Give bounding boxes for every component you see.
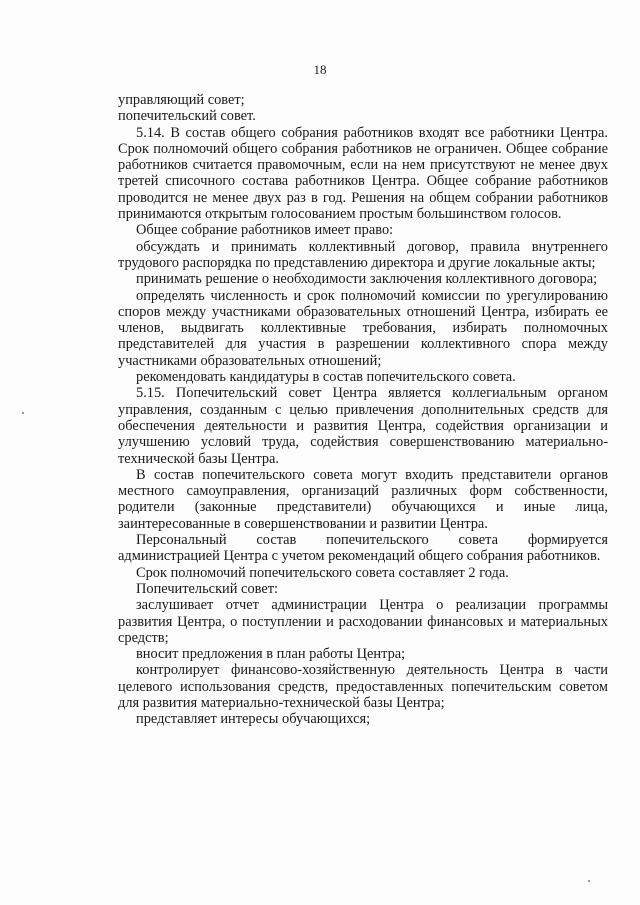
paragraph: рекомендовать кандидатуры в состав попечительского совета. <box>136 369 516 386</box>
paragraph: Персональный состав попечительского совета формируется администрацией Центра с учетом рекомендаций общего собрания работников. <box>118 532 608 565</box>
paragraph: управляющий совет; <box>118 92 245 108</box>
paragraph: представляет интересы обучающихся; <box>136 711 371 728</box>
document-body <box>118 92 608 728</box>
paragraph: заслушивает отчет администрации Центра о реализации программы развития Центра, о поступлении и расходовании финансовых и материальных средств; <box>118 597 608 646</box>
scan-speck <box>588 880 590 882</box>
page-number: 18 <box>313 62 327 77</box>
paragraph: Срок полномочий попечительского совета составляет 2 года. <box>136 564 509 581</box>
scan-speck <box>22 412 24 414</box>
paragraph: вносит предложения в план работы Центра; <box>136 646 406 663</box>
paragraph: контролирует финансово-хозяйственную деятельность Центра в части целевого использования средств, предоставленных попечительским советом для развития материально-технической базы Центра; <box>118 662 608 711</box>
paragraph: 5.14. В состав общего собрания работников входят все работники Центра. Срок полномочий общего собрания работников не ограничен. Общее собрание работников считается правомочным, если на нем присутствуют не менее двух третей списочного состава работников Центра. Общее собрание работников проводится не менее двух раз в год. Решения на общем собрании работников принимаются открытым голосованием простым большинством голосов. <box>118 124 608 223</box>
paragraph: Попечительский совет: <box>136 580 279 597</box>
paragraph: Общее собрание работников имеет право: <box>136 222 394 239</box>
paragraph: обсуждать и принимать коллективный договор, правила внутреннего трудового распорядка по представлению директора и другие локальные акты; <box>118 238 608 271</box>
paragraph: 5.15. Попечительский совет Центра является коллегиальным органом управления, созданным с целью привлечения дополнительных средств для обеспечения деятельности и развития Центра, содействия организации и улучшению условий труда, содействия совершенствованию материально-технической базы Центра. <box>118 385 608 467</box>
paragraph: определять численность и срок полномочий комиссии по урегулированию споров между участниками образовательных отношений Центра, избирать ее членов, выдвигать коллективные требования, избирать полномочных представителей для участия в разрешении коллективного спора между участниками образовательных отношений; <box>118 287 608 369</box>
paragraph: В состав попечительского совета могут входить представители органов местного самоуправления, организаций различных форм собственности, родители (законные представители) обучающихся и иные лица, заинтересованные в совершенствовании и развитии Центра. <box>118 466 608 532</box>
paragraph: принимать решение о необходимости заключения коллективного договора; <box>136 271 598 288</box>
paragraph: попечительский совет. <box>118 108 256 125</box>
